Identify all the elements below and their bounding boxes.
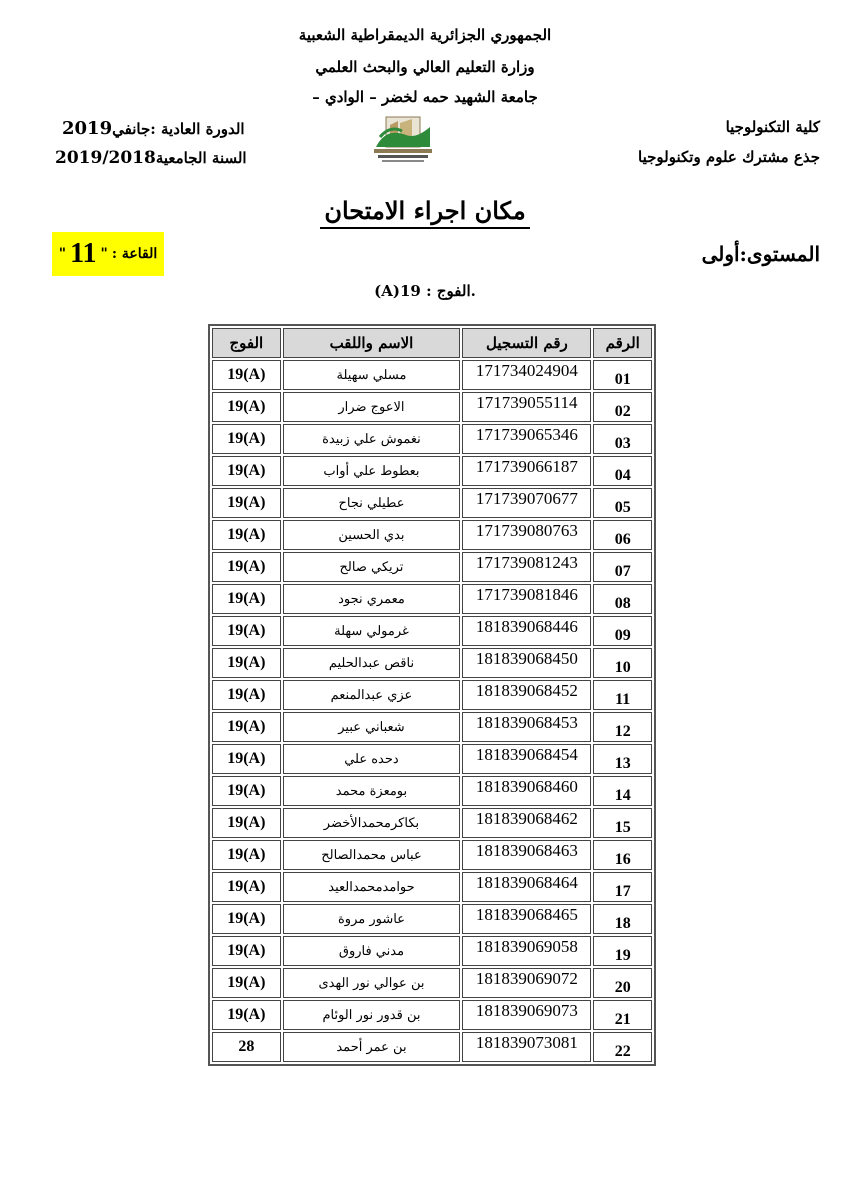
row-group: 19(A) — [212, 360, 281, 390]
row-number: 13 — [593, 744, 652, 774]
row-registration: 171739055114 — [462, 392, 591, 422]
row-name: دحده علي — [283, 744, 461, 774]
row-group: 19(A) — [212, 648, 281, 678]
row-group: 19(A) — [212, 872, 281, 902]
table-row — [212, 872, 652, 902]
exam-hall-badge — [52, 232, 164, 276]
row-group: 19(A) — [212, 520, 281, 550]
row-number: 09 — [593, 616, 652, 646]
row-group: 19(A) — [212, 616, 281, 646]
table-row — [212, 1032, 652, 1062]
table-row — [212, 968, 652, 998]
row-registration: 181839068464 — [462, 872, 591, 902]
table-row — [212, 584, 652, 614]
row-name: بدي الحسين — [283, 520, 461, 550]
header-university: جامعة الشهيد حمه لخضر – الوادي – — [312, 88, 538, 106]
academic-label: السنة الجامعية — [155, 149, 247, 167]
row-registration: 171739070677 — [462, 488, 591, 518]
table-row — [212, 712, 652, 742]
student-roster-table — [208, 324, 656, 1066]
table-row — [212, 456, 652, 486]
table-row — [212, 680, 652, 710]
row-name: معمري نجود — [283, 584, 461, 614]
hall-quote-open: " — [100, 246, 108, 262]
row-registration: 171739081846 — [462, 584, 591, 614]
session-label: الدورة العادية :جانفي — [112, 120, 245, 138]
row-number: 19 — [593, 936, 652, 966]
faculty-name: كلية التكنولوجيا — [725, 118, 820, 136]
page-title: مكان اجراء الامتحان — [0, 196, 850, 225]
table-row — [212, 936, 652, 966]
academic-year-value: 2019/2018 — [55, 148, 156, 168]
table-header-row — [212, 328, 652, 358]
table-row — [212, 424, 652, 454]
header-name: الاسم واللقب — [283, 328, 461, 358]
row-name: بعطوط علي أواب — [283, 456, 461, 486]
row-group: 19(A) — [212, 680, 281, 710]
row-number: 11 — [593, 680, 652, 710]
row-number: 02 — [593, 392, 652, 422]
row-name: مدني فاروق — [283, 936, 461, 966]
row-number: 04 — [593, 456, 652, 486]
header-republic: الجمهوري الجزائرية الديمقراطية الشعبية — [298, 26, 552, 44]
session-year: 2019 — [62, 118, 113, 139]
row-name: مسلي سهيلة — [283, 360, 461, 390]
row-group: 19(A) — [212, 584, 281, 614]
row-number: 12 — [593, 712, 652, 742]
row-name: عزي عبدالمنعم — [283, 680, 461, 710]
row-number: 06 — [593, 520, 652, 550]
row-number: 16 — [593, 840, 652, 870]
table-row — [212, 360, 652, 390]
row-group: 19(A) — [212, 776, 281, 806]
row-group: 19(A) — [212, 840, 281, 870]
table-row — [212, 840, 652, 870]
row-group: 19(A) — [212, 488, 281, 518]
table-row — [212, 776, 652, 806]
row-name: غرمولي سهلة — [283, 616, 461, 646]
row-group: 19(A) — [212, 552, 281, 582]
row-number: 14 — [593, 776, 652, 806]
row-number: 22 — [593, 1032, 652, 1062]
common-core: جذع مشترك علوم وتكنولوجيا — [638, 148, 820, 166]
row-registration: 171739080763 — [462, 520, 591, 550]
row-number: 15 — [593, 808, 652, 838]
row-registration: 181839068450 — [462, 648, 591, 678]
table-row — [212, 1000, 652, 1030]
header-number: الرقم — [593, 328, 652, 358]
row-group: 28 — [212, 1032, 281, 1062]
row-group: 19(A) — [212, 904, 281, 934]
row-registration: 171739081243 — [462, 552, 591, 582]
row-number: 20 — [593, 968, 652, 998]
row-name: بكاكرمحمدالأخضر — [283, 808, 461, 838]
row-name: نغموش علي زبيدة — [283, 424, 461, 454]
table-row — [212, 904, 652, 934]
header-registration: رقم التسجيل — [462, 328, 591, 358]
table-row — [212, 616, 652, 646]
row-group: 19(A) — [212, 424, 281, 454]
row-registration: 181839069058 — [462, 936, 591, 966]
row-name: عاشور مروة — [283, 904, 461, 934]
row-name: ناقص عبدالحليم — [283, 648, 461, 678]
row-number: 01 — [593, 360, 652, 390]
row-name: بن قدور نور الوئام — [283, 1000, 461, 1030]
university-logo-icon — [372, 113, 434, 165]
row-group: 19(A) — [212, 392, 281, 422]
row-registration: 181839068463 — [462, 840, 591, 870]
row-registration: 181839073081 — [462, 1032, 591, 1062]
row-number: 21 — [593, 1000, 652, 1030]
row-number: 05 — [593, 488, 652, 518]
row-registration: 181839068452 — [462, 680, 591, 710]
header-group: الفوج — [212, 328, 281, 358]
group-line: .الفوج : 19(A) — [374, 282, 476, 300]
row-name: حوامدمحمدالعيد — [283, 872, 461, 902]
hall-number: 11 — [70, 238, 97, 269]
row-group: 19(A) — [212, 936, 281, 966]
row-name: بن عوالي نور الهدى — [283, 968, 461, 998]
row-group: 19(A) — [212, 456, 281, 486]
hall-quote-close: " — [58, 246, 67, 262]
row-name: شعباني عبير — [283, 712, 461, 742]
row-registration: 171739065346 — [462, 424, 591, 454]
table-row — [212, 648, 652, 678]
table-row — [212, 552, 652, 582]
row-registration: 181839068460 — [462, 776, 591, 806]
row-name: بومعزة محمد — [283, 776, 461, 806]
row-name: الاعوج ضرار — [283, 392, 461, 422]
row-number: 03 — [593, 424, 652, 454]
row-name: بن عمر أحمد — [283, 1032, 461, 1062]
hall-label: القاعة : — [111, 246, 158, 262]
row-name: تريكي صالح — [283, 552, 461, 582]
row-group: 19(A) — [212, 744, 281, 774]
row-registration: 181839069073 — [462, 1000, 591, 1030]
table-row — [212, 808, 652, 838]
exam-session — [62, 118, 245, 139]
row-registration: 181839068454 — [462, 744, 591, 774]
row-registration: 181839068446 — [462, 616, 591, 646]
row-number: 08 — [593, 584, 652, 614]
header-ministry: وزارة التعليم العالي والبحث العلمي — [315, 58, 535, 76]
study-level: المستوى:أولى — [701, 242, 820, 266]
table-row — [212, 392, 652, 422]
row-registration: 181839068453 — [462, 712, 591, 742]
row-group: 19(A) — [212, 968, 281, 998]
row-number: 10 — [593, 648, 652, 678]
row-registration: 171734024904 — [462, 360, 591, 390]
row-name: عباس محمدالصالح — [283, 840, 461, 870]
table-row — [212, 488, 652, 518]
row-registration: 171739066187 — [462, 456, 591, 486]
row-name: عطيلي نجاح — [283, 488, 461, 518]
row-registration: 181839068462 — [462, 808, 591, 838]
row-registration: 181839068465 — [462, 904, 591, 934]
row-group: 19(A) — [212, 808, 281, 838]
table-row — [212, 744, 652, 774]
row-group: 19(A) — [212, 1000, 281, 1030]
row-number: 18 — [593, 904, 652, 934]
row-number: 17 — [593, 872, 652, 902]
row-number: 07 — [593, 552, 652, 582]
row-registration: 181839069072 — [462, 968, 591, 998]
academic-year — [55, 148, 247, 168]
row-group: 19(A) — [212, 712, 281, 742]
table-row — [212, 520, 652, 550]
